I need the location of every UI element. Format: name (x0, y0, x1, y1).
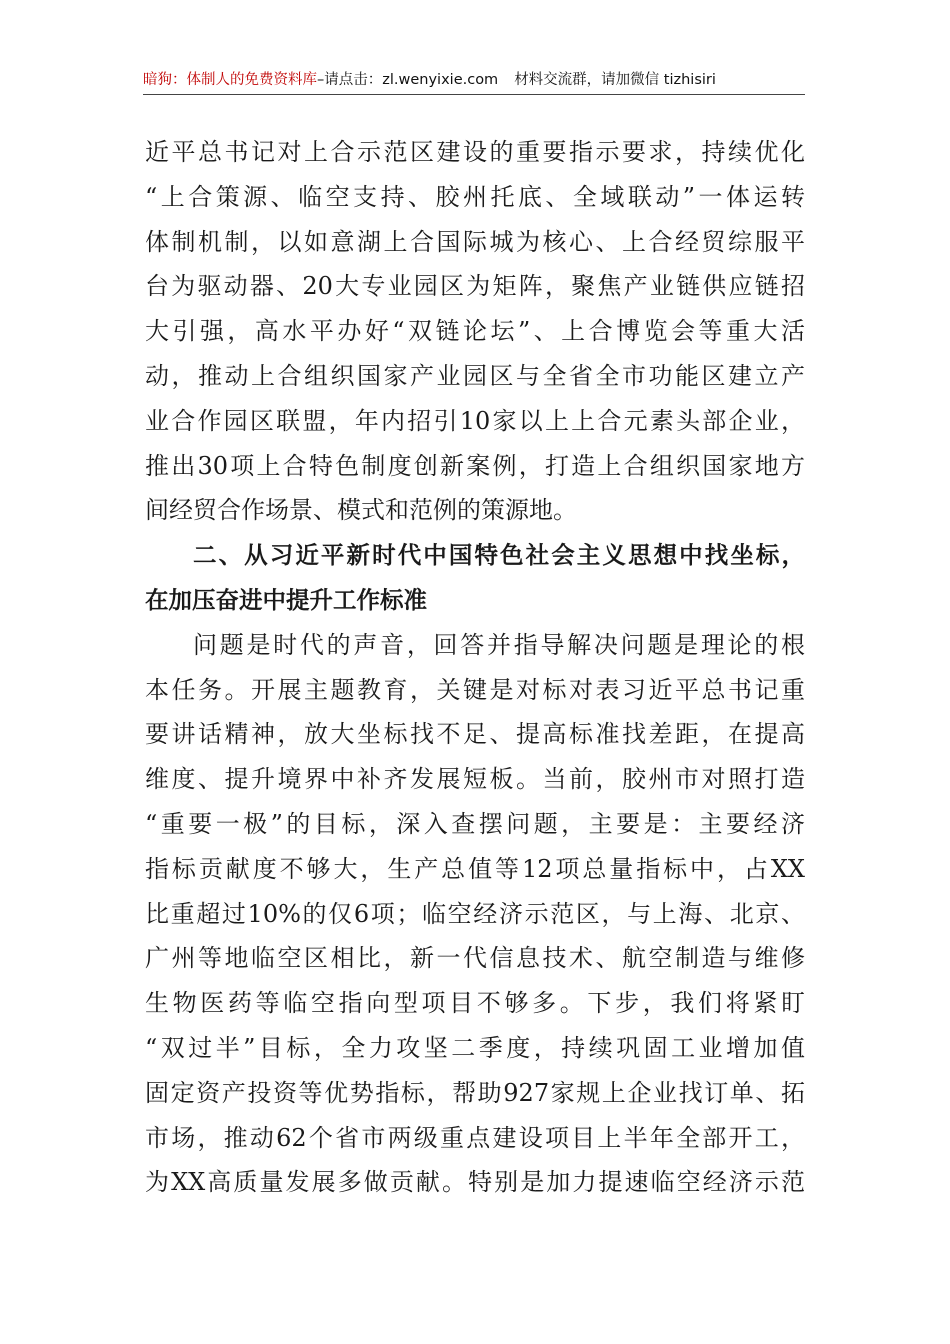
section-heading-2 (145, 533, 805, 623)
text-line: 大引强，高水平办好“双链论坛”、上合博览会等重大活 (145, 317, 805, 346)
paragraph-1 (145, 130, 805, 533)
text-line: 业合作园区联盟，年内招引10家以上上合元素头部企业， (145, 406, 805, 435)
text-line: 本任务。开展主题教育，关键是对标对表习近平总书记重 (145, 675, 805, 704)
text-line: 间经贸合作场景、模式和范例的策源地。 (145, 496, 577, 525)
text-line: 为XX高质量发展多做贡献。特别是加力提速临空经济示范 (145, 1168, 805, 1197)
text-line: 比重超过10%的仅6项；临空经济示范区，与上海、北京、 (145, 899, 805, 928)
text-line: “双过半”目标，全力攻坚二季度，持续巩固工业增加值 (145, 1033, 805, 1062)
text-line: 推出30项上合特色制度创新案例，打造上合组织国家地方 (145, 451, 805, 480)
text-line: 体制机制，以如意湖上合国际城为核心、上合经贸综服平 (145, 227, 805, 256)
heading-line: 在加压奋进中提升工作标准 (145, 585, 427, 614)
text-line: 广州等地临空区相比，新一代信息技术、航空制造与维修 (145, 944, 805, 973)
text-line: 问题是时代的声音，回答并指导解决问题是理论的根 (193, 630, 805, 659)
document-body (145, 130, 805, 1205)
header-site-name: 暗狗：体制人的免费资料库 (143, 72, 317, 88)
text-line: “上合策源、临空支持、胶州托底、全域联动”一体运转 (145, 182, 805, 211)
header-link-prompt[interactable]: –请点击：zl.wenyixie.com (317, 72, 499, 88)
text-line: 固定资产投资等优势指标，帮助927家规上企业找订单、拓 (145, 1078, 805, 1107)
heading-line: 二、从习近平新时代中国特色社会主义思想中找坐标， (193, 541, 805, 570)
header-group-note: 材料交流群，请加微信 tizhisiri (514, 72, 716, 88)
text-line: 市场，推动62个省市两级重点建设项目上半年全部开工， (145, 1123, 805, 1152)
paragraph-2 (145, 623, 805, 1205)
text-line: 生物医药等临空指向型项目不够多。下步，我们将紧盯 (145, 989, 805, 1018)
text-line: “重要一极”的目标，深入查摆问题，主要是：主要经济 (145, 809, 805, 838)
text-line: 近平总书记对上合示范区建设的重要指示要求，持续优化 (145, 138, 805, 166)
text-line: 动，推动上合组织国家产业园区与全省全市功能区建立产 (145, 361, 805, 390)
text-line: 要讲话精神，放大坐标找不足、提高标准找差距，在提高 (145, 720, 805, 749)
text-line: 台为驱动器、20大专业园区为矩阵，聚焦产业链供应链招 (145, 272, 805, 301)
text-line: 指标贡献度不够大，生产总值等12项总量指标中，占XX (145, 854, 805, 883)
page-header (143, 66, 805, 95)
text-line: 维度、提升境界中补齐发展短板。当前，胶州市对照打造 (145, 765, 805, 794)
